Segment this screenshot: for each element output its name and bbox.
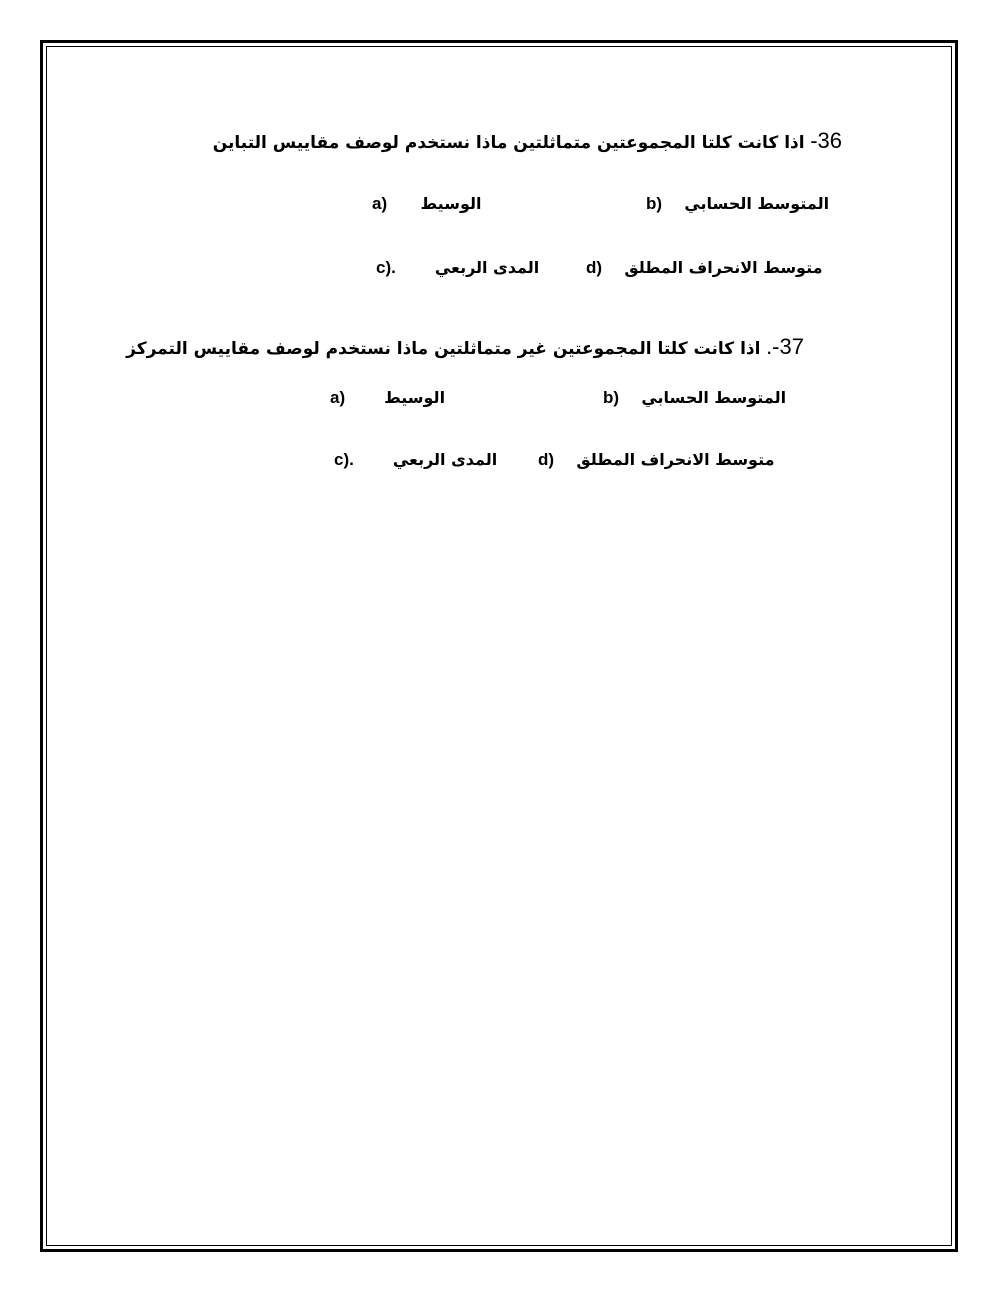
question-number: 36- <box>810 128 842 153</box>
option-letter: a) <box>372 194 388 213</box>
option-a[interactable] <box>372 194 481 214</box>
question-text: اذا كانت كلتا المجموعتين غير متماثلتين ماذا نستخدم لوصف مقاييس التمركز <box>126 339 761 359</box>
option-text: الوسيط <box>420 194 482 213</box>
option-text: المتوسط الحسابي <box>641 388 787 407</box>
option-text: الوسيط <box>384 388 446 407</box>
option-c[interactable] <box>376 258 539 278</box>
option-a[interactable] <box>330 388 445 408</box>
option-letter: b) <box>646 194 663 213</box>
option-letter: c). <box>376 258 396 277</box>
option-d[interactable] <box>586 258 823 278</box>
question-text: اذا كانت كلتا المجموعتين متماثلتين ماذا نستخدم لوصف مقاييس التباين <box>212 133 805 153</box>
option-text: متوسط الانحراف المطلق <box>576 450 775 469</box>
option-letter: c). <box>334 450 354 469</box>
option-b[interactable] <box>603 388 786 408</box>
option-letter: d) <box>586 258 603 277</box>
page-border-inner <box>46 46 952 1246</box>
option-c[interactable] <box>334 450 497 470</box>
option-letter: a) <box>330 388 346 407</box>
option-b[interactable] <box>646 194 829 214</box>
option-text: المتوسط الحسابي <box>684 194 830 213</box>
question-number: 37-. <box>766 334 804 359</box>
option-letter: d) <box>538 450 555 469</box>
option-text: متوسط الانحراف المطلق <box>624 258 823 277</box>
question-37 <box>126 334 804 360</box>
option-d[interactable] <box>538 450 775 470</box>
question-36 <box>213 128 842 154</box>
option-text: المدى الربعي <box>434 258 540 277</box>
option-text: المدى الربعي <box>392 450 498 469</box>
option-letter: b) <box>603 388 620 407</box>
